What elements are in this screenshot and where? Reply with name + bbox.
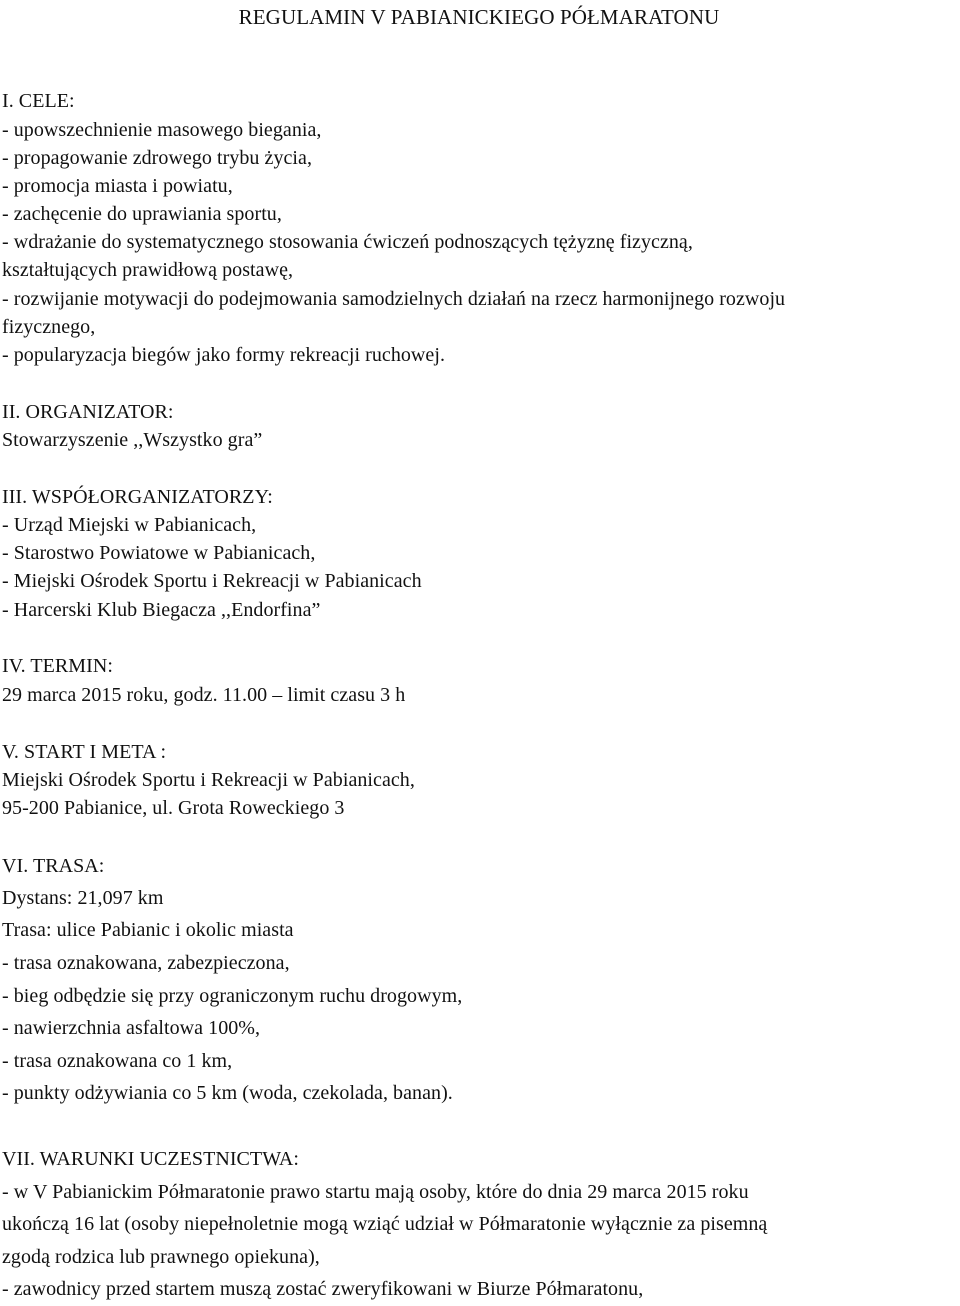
text-line: kształtujących prawidłową postawę, bbox=[2, 259, 294, 281]
section-heading-warunki-uczestnictwa: VII. WARUNKI UCZESTNICTWA: bbox=[2, 1148, 300, 1170]
text-line: - w V Pabianickim Półmaratonie prawo startu mają osoby, które do dnia 29 marca 2015 roku bbox=[2, 1181, 749, 1203]
text-line: - zawodnicy przed startem muszą zostać zweryfikowani w Biurze Półmaratonu, bbox=[2, 1278, 644, 1300]
text-line: Trasa: ulice Pabianic i okolic miasta bbox=[2, 919, 294, 941]
section-heading-termin: IV. TERMIN: bbox=[2, 655, 113, 677]
text-line: zgodą rodzica lub prawnego opiekuna), bbox=[2, 1246, 320, 1268]
text-line: 95-200 Pabianice, ul. Grota Roweckiego 3 bbox=[2, 797, 345, 819]
text-line: - bieg odbędzie się przy ograniczonym ruchu drogowym, bbox=[2, 985, 463, 1007]
text-line: Dystans: 21,097 km bbox=[2, 887, 164, 909]
text-line: - wdrażanie do systematycznego stosowania ćwiczeń podnoszących tężyznę fizyczną, bbox=[2, 231, 693, 253]
section-heading-wspolorganizatorzy: III. WSPÓŁORGANIZATORZY: bbox=[2, 486, 273, 508]
text-line: - Urząd Miejski w Pabianicach, bbox=[2, 514, 257, 536]
text-line: Stowarzyszenie ,,Wszystko gra” bbox=[2, 429, 263, 451]
text-line: Miejski Ośrodek Sportu i Rekreacji w Pabianicach, bbox=[2, 769, 415, 791]
document-title: REGULAMIN V PABIANICKIEGO PÓŁMARATONU bbox=[238, 5, 720, 29]
text-line: - upowszechnienie masowego biegania, bbox=[2, 119, 322, 141]
text-line: fizycznego, bbox=[2, 316, 96, 338]
text-line: - nawierzchnia asfaltowa 100%, bbox=[2, 1017, 261, 1039]
text-line: 29 marca 2015 roku, godz. 11.00 – limit czasu 3 h bbox=[2, 684, 406, 706]
section-heading-cele: I. CELE: bbox=[2, 90, 75, 112]
section-heading-trasa: VI. TRASA: bbox=[2, 855, 105, 877]
text-line: - Miejski Ośrodek Sportu i Rekreacji w Pabianicach bbox=[2, 570, 422, 592]
text-line: - propagowanie zdrowego trybu życia, bbox=[2, 147, 313, 169]
text-line: - Harcerski Klub Biegacza ,,Endorfina” bbox=[2, 599, 321, 621]
text-line: - popularyzacja biegów jako formy rekreacji ruchowej. bbox=[2, 344, 446, 366]
text-line: - promocja miasta i powiatu, bbox=[2, 175, 233, 197]
text-line: - rozwijanie motywacji do podejmowania samodzielnych działań na rzecz harmonijnego rozwoju bbox=[2, 288, 786, 310]
text-line: - Starostwo Powiatowe w Pabianicach, bbox=[2, 542, 316, 564]
text-line: - zachęcenie do uprawiania sportu, bbox=[2, 203, 282, 225]
text-line: - trasa oznakowana co 1 km, bbox=[2, 1050, 233, 1072]
text-line: - punkty odżywiania co 5 km (woda, czekolada, banan). bbox=[2, 1082, 453, 1104]
section-heading-organizator: II. ORGANIZATOR: bbox=[2, 401, 174, 423]
section-heading-start-i-meta: V. START I META : bbox=[2, 741, 167, 763]
text-line: ukończą 16 lat (osoby niepełnoletnie mogą wziąć udział w Półmaratonie wyłącznie za pisemną bbox=[2, 1213, 768, 1235]
text-line: - trasa oznakowana, zabezpieczona, bbox=[2, 952, 290, 974]
